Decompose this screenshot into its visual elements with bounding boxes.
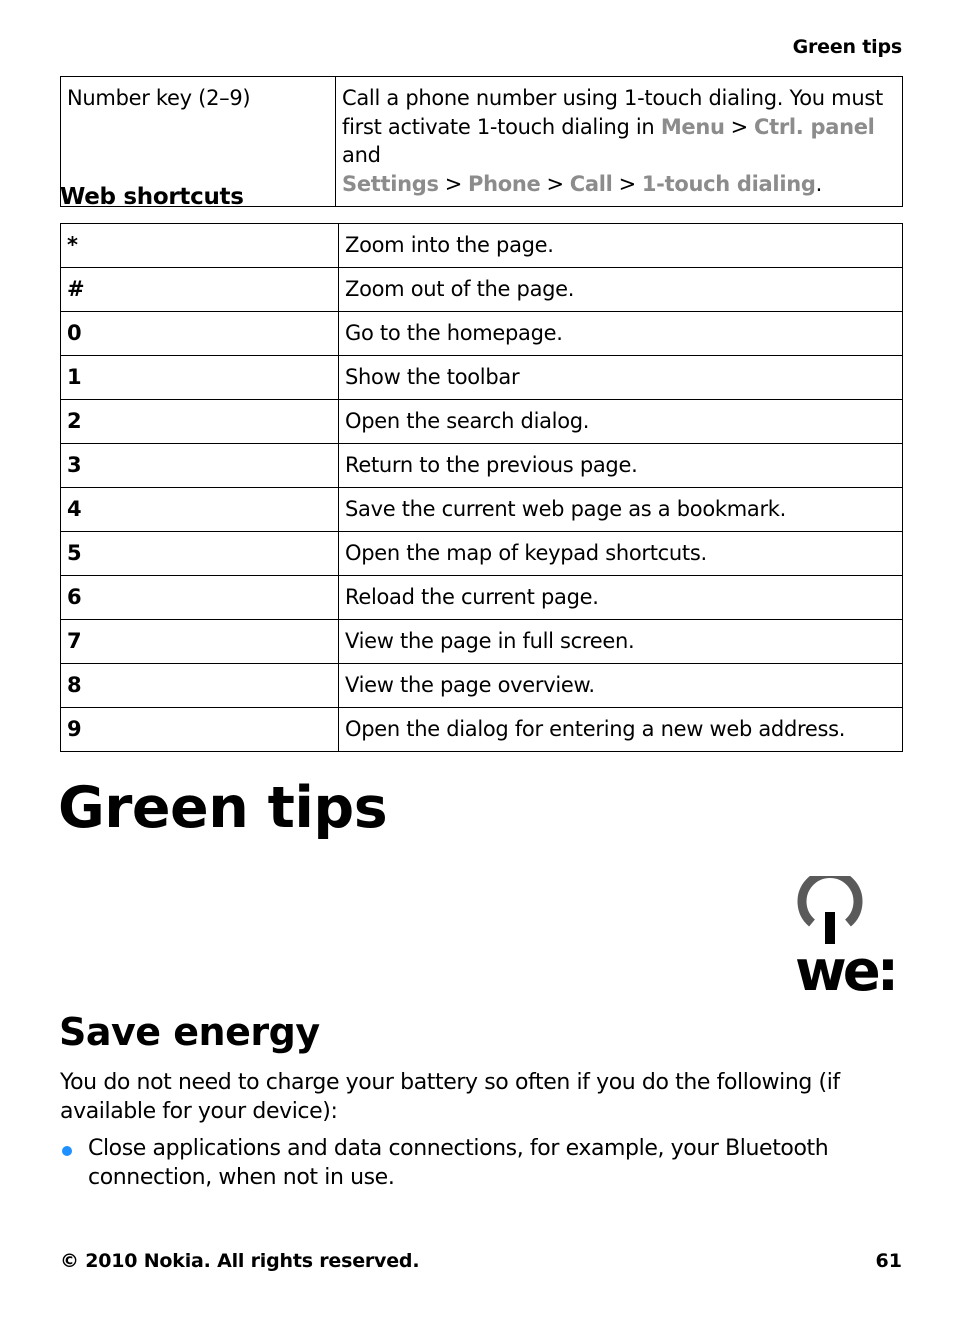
shortcut-description: Return to the previous page. (339, 444, 903, 488)
page-title: Green tips (58, 775, 388, 841)
path-separator: > (546, 171, 564, 196)
list-item-text: Close applications and data connections, for example, your Bluetooth connection, when not in use. (88, 1136, 829, 1190)
web-shortcuts-table (60, 223, 903, 752)
table-row (61, 576, 903, 620)
logo-text: we: (795, 939, 896, 992)
sentence-end: . (815, 171, 822, 196)
path-separator: > (618, 171, 636, 196)
table-row (61, 664, 903, 708)
table-row (61, 444, 903, 488)
intro-paragraph: You do not need to charge your battery so often if you do the following (if available for your device): (60, 1070, 840, 1124)
shortcut-description: Reload the current page. (339, 576, 903, 620)
shortcut-description: Open the map of keypad shortcuts. (339, 532, 903, 576)
menu-path-item: Settings (342, 171, 439, 196)
shortcut-description: Save the current web page as a bookmark. (339, 488, 903, 532)
shortcut-description: Go to the homepage. (339, 312, 903, 356)
page-number: 61 (875, 1250, 902, 1272)
path-separator: > (444, 171, 463, 196)
web-shortcuts-rows (61, 224, 903, 752)
shortcut-description: Open the dialog for entering a new web address. (339, 708, 903, 752)
shortcut-key: 8 (61, 664, 339, 708)
shortcut-key: 4 (61, 488, 339, 532)
table-row (61, 400, 903, 444)
shortcut-description: View the page overview. (339, 664, 903, 708)
shortcut-key: 6 (61, 576, 339, 620)
web-shortcuts-heading: Web shortcuts (60, 184, 244, 210)
table-row (61, 224, 903, 268)
table-row (61, 708, 903, 752)
shortcut-key: # (61, 268, 339, 312)
shortcut-key: * (61, 224, 339, 268)
table-row (61, 620, 903, 664)
conjunction-text: and (342, 143, 381, 167)
menu-path-item: Phone (468, 171, 541, 196)
shortcut-key: 1 (61, 356, 339, 400)
menu-path-item: 1-touch dialing (641, 171, 816, 196)
shortcut-description: Show the toolbar (339, 356, 903, 400)
menu-path-item: Ctrl. panel (753, 114, 875, 139)
list-item (60, 1135, 860, 1192)
shortcut-key: 0 (61, 312, 339, 356)
key-cell: Number key (2–9) (61, 77, 336, 207)
shortcut-description: Zoom out of the page. (339, 268, 903, 312)
menu-path-item: Menu (660, 114, 725, 139)
section-title: Save energy (59, 1010, 320, 1054)
shortcut-description: Open the search dialog. (339, 400, 903, 444)
path-separator: > (730, 114, 748, 139)
shortcut-key: 9 (61, 708, 339, 752)
description-cell (336, 77, 903, 207)
description-text: Call a phone number using 1-touch dialing. You must first activate 1-touch dialing in (342, 86, 883, 139)
table-row (61, 488, 903, 532)
table-row (61, 268, 903, 312)
shortcut-key: 5 (61, 532, 339, 576)
table-row (61, 356, 903, 400)
table-row (61, 532, 903, 576)
copyright: © 2010 Nokia. All rights reserved. (60, 1250, 420, 1272)
menu-path-item: Call (569, 171, 613, 196)
shortcut-key: 2 (61, 400, 339, 444)
shortcut-key: 3 (61, 444, 339, 488)
we-logo-icon (795, 876, 903, 992)
shortcut-key: 7 (61, 620, 339, 664)
shortcut-description: View the page in full screen. (339, 620, 903, 664)
table-row (61, 312, 903, 356)
running-header: Green tips (792, 36, 902, 58)
shortcut-description: Zoom into the page. (339, 224, 903, 268)
bullet-icon (62, 1146, 72, 1156)
